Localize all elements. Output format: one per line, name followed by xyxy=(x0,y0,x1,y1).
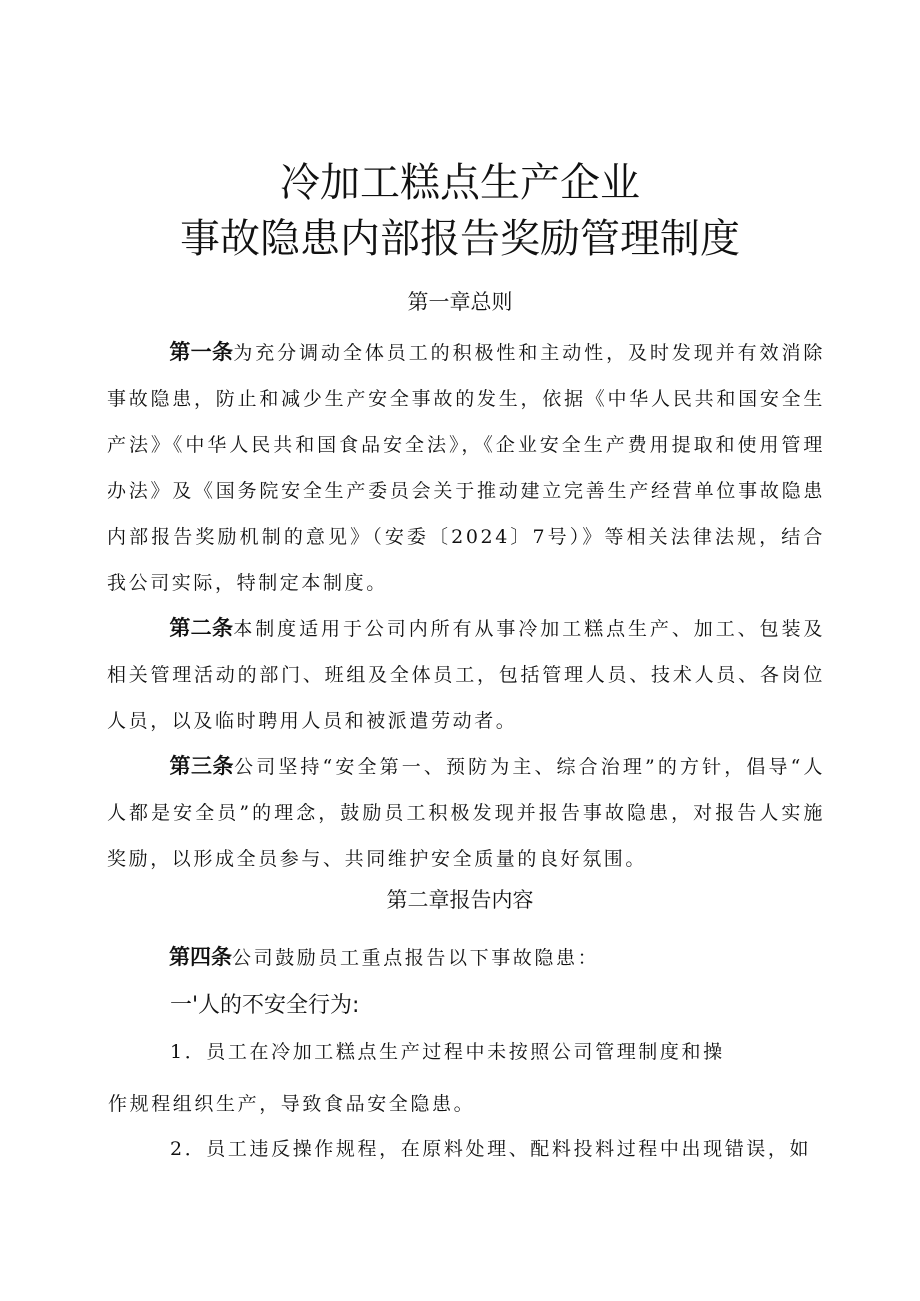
article-4-label: 第四条 xyxy=(169,945,232,969)
chapter-heading-1: 第一章总则 xyxy=(407,290,513,314)
document-title-line1: 冷加工糕点生产企业 xyxy=(280,160,640,206)
article-1-label: 第一条 xyxy=(169,340,234,364)
article-3 xyxy=(107,743,825,882)
article-4-text: 公司鼓励员工重点报告以下事故隐患： xyxy=(232,947,600,969)
article-4 xyxy=(107,934,825,981)
item-2-line-1: 2．员工违反操作规程，在原料处理、配料投料过程中出现错误，如 xyxy=(170,1138,812,1160)
document-title-line2: 事故隐患内部报告奖励管理制度 xyxy=(180,216,740,262)
article-2 xyxy=(107,605,825,744)
article-2-label: 第二条 xyxy=(169,616,234,640)
article-1 xyxy=(107,329,825,606)
item-1-line-1: 1．员工在冷加工糕点生产过程中未按照公司管理制度和操 xyxy=(170,1041,725,1063)
article-3-label: 第三条 xyxy=(169,754,235,778)
chapter-heading-2: 第二章报告内容 xyxy=(386,888,534,912)
article-1-text: 为充分调动全体员工的积极性和主动性，及时发现并有效消除事故隐患，防止和减少生产安全事故的发生，依据《中华人民共和国安全生产法》《中华人民共和国食品安全法》，《企业安全生产费用提取和使用管理办法》及《国务院安全生产委员会关于推动建立完善生产经营单位事故隐患内部报告奖励机制的意见》（安委〔2024〕7号）》等相关法律法规，结合我公司实际，特制定本制度。 xyxy=(107,342,826,594)
item-1-line-2: 作规程组织生产，导致食品安全隐患。 xyxy=(108,1093,476,1115)
article-3-text: 公司坚持“安全第一、预防为主、综合治理”的方针，倡导“人人都是安全员”的理念，鼓励员工积极发现并报告事故隐患，对报告人实施奖励，以形成全员参与、共同维护安全质量的良好氛围。 xyxy=(107,756,825,870)
article-2-text: 本制度适用于公司内所有从事冷加工糕点生产、加工、包装及相关管理活动的部门、班组及全体员工，包括管理人员、技术人员、各岗位人员，以及临时聘用人员和被派遣劳动者。 xyxy=(107,618,826,732)
section-heading-unsafe-behavior: 一'人的不安全行为: xyxy=(170,993,360,1018)
